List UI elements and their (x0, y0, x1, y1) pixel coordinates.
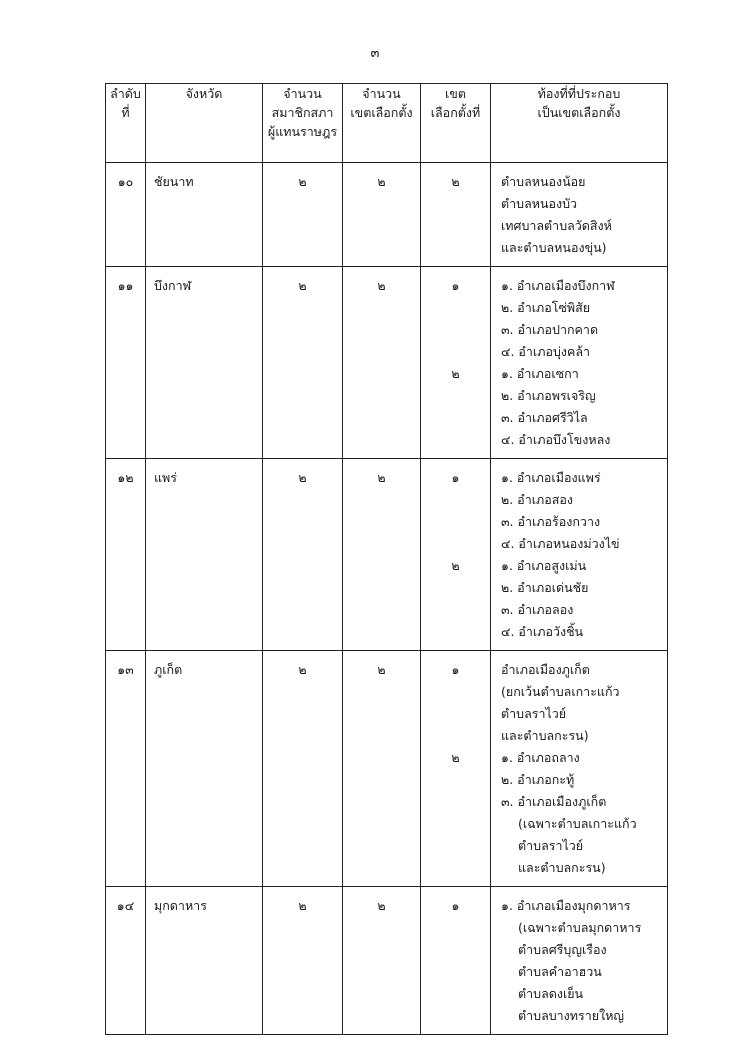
constituency-number-label: ๑ (451, 898, 460, 913)
area-line: ตำบลหนองน้อย (501, 174, 586, 189)
spacer-line (421, 621, 490, 643)
area-line: ๓. อำเภอร้องกวาง (501, 514, 601, 529)
constituency-number-label: ๑ (451, 278, 460, 293)
area-line: ตำบลบางทรายใหญ่ (518, 1008, 625, 1023)
row-mp-count: ๒ (263, 267, 343, 459)
area-line: ตำบลศรีบุญเรือง (518, 942, 607, 957)
spacer-line (421, 319, 490, 341)
row-constituency-numbers (421, 651, 491, 887)
table-header-constituency-number (421, 84, 491, 163)
constituency-number-label: ๒ (451, 750, 460, 765)
area-line: ๓. อำเภอปากคาด (501, 322, 599, 337)
table-header-areas-line-1: เป็นเขตเลือกตั้ง (537, 105, 621, 120)
row-constituency-count: ๒ (343, 651, 421, 887)
row-province: บึงกาฬ (146, 267, 263, 459)
spacer-line (421, 341, 490, 363)
row-mp-count: ๒ (263, 459, 343, 651)
area-line: ๒. อำเภอโซ่พิสัย (501, 300, 591, 315)
spacer-line (421, 215, 490, 237)
row-province: ภูเก็ต (146, 651, 263, 887)
table-header-mp-count-line-0: จำนวน (283, 86, 322, 101)
area-line: ๓. อำเภอเมืองภูเก็ต (501, 794, 607, 809)
table-header-constituency-number-line-1: เลือกตั้งที่ (430, 105, 481, 120)
area-line: ๒. อำเภอเด่นชัย (501, 580, 589, 595)
spacer-line (421, 599, 490, 621)
table-row (106, 267, 668, 459)
row-constituency-count: ๒ (343, 163, 421, 267)
area-line: (เฉพาะตำบลเกาะแก้ว (518, 816, 637, 831)
table-body (106, 163, 668, 1035)
table-header-areas-line-0: ท้องที่ที่ประกอบ (537, 86, 621, 101)
spacer-line (421, 511, 490, 533)
spacer-line (421, 577, 490, 599)
row-areas (491, 459, 668, 651)
spacer-line (421, 429, 490, 451)
area-line: ๒. อำเภอพรเจริญ (501, 388, 596, 403)
area-line: (ยกเว้นตำบลเกาะแก้ว (501, 684, 620, 699)
area-line: อำเภอเมืองภูเก็ต (501, 662, 590, 677)
row-sequence: ๑๔ (106, 887, 146, 1035)
row-constituency-count: ๒ (343, 459, 421, 651)
area-line: ๑. อำเภอเมืองบึงกาฬ (501, 278, 615, 293)
constituency-number-label: ๑ (451, 470, 460, 485)
row-constituency-numbers (421, 887, 491, 1035)
row-constituency-count: ๒ (343, 267, 421, 459)
row-sequence: ๑๒ (106, 459, 146, 651)
table-header-mp-count-line-1: สมาชิกสภา (271, 105, 334, 120)
spacer-line (421, 857, 490, 879)
area-line: ๒. อำเภอสอง (501, 492, 573, 507)
spacer-line (421, 917, 490, 939)
area-line: และตำบลกะรน) (518, 860, 606, 875)
area-line: ตำบลราไวย์ (501, 706, 567, 721)
page-number: ๓ (370, 46, 380, 61)
area-line: ตำบลดงเย็น (518, 986, 584, 1001)
area-line: ตำบลหนองบัว (501, 196, 578, 211)
row-areas (491, 163, 668, 267)
constituency-number-label: ๒ (451, 366, 460, 381)
table-row (106, 887, 668, 1035)
area-line: ๒. อำเภอกะทู้ (501, 772, 575, 787)
constituency-table (105, 83, 668, 1035)
area-line: ๑. อำเภอเมืองแพร่ (501, 470, 601, 485)
area-line: และตำบลกะรน) (501, 728, 589, 743)
area-line: ๓. อำเภอศรีวิไล (501, 410, 588, 425)
table-header-sequence (106, 84, 146, 163)
area-line: ตำบลราไวย์ (518, 838, 584, 853)
spacer-line (421, 725, 490, 747)
area-line: ๑. อำเภอเมืองมุกดาหาร (501, 898, 631, 913)
row-constituency-numbers (421, 459, 491, 651)
area-line: ๔. อำเภอบุ่งคล้า (501, 344, 591, 359)
table-row (106, 459, 668, 651)
row-mp-count: ๒ (263, 887, 343, 1035)
spacer-line (421, 961, 490, 983)
area-line: ๓. อำเภอลอง (501, 602, 574, 617)
spacer-line (421, 939, 490, 961)
row-mp-count: ๒ (263, 163, 343, 267)
area-line: ๔. อำเภอบึงโขงหลง (501, 432, 611, 447)
row-areas (491, 651, 668, 887)
spacer-line (421, 297, 490, 319)
row-mp-count: ๒ (263, 651, 343, 887)
row-constituency-count: ๒ (343, 887, 421, 1035)
spacer-line (421, 681, 490, 703)
spacer-line (421, 813, 490, 835)
constituency-number-label: ๒ (451, 558, 460, 573)
area-line: (เฉพาะตำบลมุกดาหาร (518, 920, 642, 935)
spacer-line (421, 769, 490, 791)
table-header-constituency-count-line-1: เขตเลือกตั้ง (350, 105, 413, 120)
table-header-mp-count-line-2: ผู้แทนราษฎร (267, 124, 338, 139)
row-province: แพร่ (146, 459, 263, 651)
row-sequence: ๑๐ (106, 163, 146, 267)
spacer-line (421, 703, 490, 725)
area-line: ตำบลคำอาฮวน (518, 964, 602, 979)
table-header-constituency-count-line-0: จำนวน (362, 86, 401, 101)
row-province: มุกดาหาร (146, 887, 263, 1035)
table-row (106, 651, 668, 887)
area-line: ๔. อำเภอหนองม่วงไข่ (501, 536, 620, 551)
table-header (106, 84, 668, 163)
row-constituency-numbers (421, 267, 491, 459)
table-header-province (146, 84, 263, 163)
table-header-sequence-line-0: ลำดับ (110, 86, 141, 101)
table-header-mp-count (263, 84, 343, 163)
table-header-constituency-count (343, 84, 421, 163)
row-province: ชัยนาท (146, 163, 263, 267)
constituency-number-label: ๒ (451, 174, 460, 189)
spacer-line (421, 791, 490, 813)
spacer-line (421, 983, 490, 1005)
row-sequence: ๑๓ (106, 651, 146, 887)
row-areas (491, 267, 668, 459)
table-header-province-line-0: จังหวัด (185, 86, 223, 101)
spacer-line (421, 385, 490, 407)
area-line: เทศบาลตำบลวัดสิงห์ (501, 218, 612, 233)
spacer-line (421, 193, 490, 215)
table-header-areas (491, 84, 668, 163)
spacer-line (421, 489, 490, 511)
spacer-line (421, 1005, 490, 1027)
table-row (106, 163, 668, 267)
area-line: ๑. อำเภอเซกา (501, 366, 579, 381)
table-header-row (106, 84, 668, 163)
spacer-line (421, 533, 490, 555)
table-header-sequence-line-1: ที่ (121, 105, 130, 120)
row-areas (491, 887, 668, 1035)
spacer-line (421, 237, 490, 259)
row-sequence: ๑๑ (106, 267, 146, 459)
row-constituency-numbers (421, 163, 491, 267)
area-line: และตำบลหนองขุ่น) (501, 240, 607, 255)
area-line: ๔. อำเภอวังชิ้น (501, 624, 584, 639)
spacer-line (421, 835, 490, 857)
table-header-constituency-number-line-0: เขต (445, 86, 466, 101)
constituency-number-label: ๑ (451, 662, 460, 677)
spacer-line (421, 407, 490, 429)
area-line: ๑. อำเภอถลาง (501, 750, 580, 765)
area-line: ๑. อำเภอสูงเม่น (501, 558, 587, 573)
